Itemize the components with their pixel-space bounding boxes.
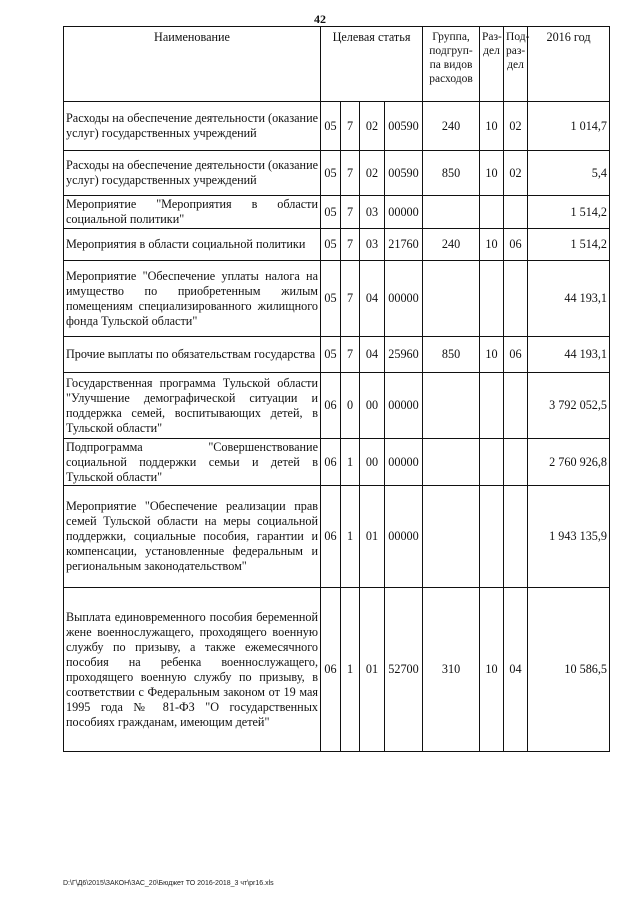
header-row [64,27,610,102]
target-code-2-cell: 7 [341,261,360,337]
subsection-cell: 02 [504,151,528,196]
target-code-4-cell: 21760 [385,229,423,261]
target-code-2-cell: 7 [341,196,360,229]
subsection-cell [504,486,528,588]
target-code-2-cell: 1 [341,486,360,588]
page-number: 42 [314,12,326,26]
table-row [64,373,610,439]
target-code-2-cell: 1 [341,439,360,486]
section-cell: 10 [480,102,504,151]
subsection-cell [504,373,528,439]
section-cell [480,439,504,486]
budget-table [63,26,610,752]
row-name-cell: Подпрограмма "Совершенствование социальной поддержки семьи и детей в Тульской области" [64,439,321,486]
target-code-2-cell: 7 [341,337,360,373]
expense-group-cell: 850 [423,151,480,196]
expense-group-cell [423,373,480,439]
target-code-2-cell: 7 [341,151,360,196]
subsection-cell [504,439,528,486]
target-code-4-cell: 00000 [385,486,423,588]
section-cell [480,196,504,229]
target-code-4-cell: 25960 [385,337,423,373]
section-cell [480,261,504,337]
amount-cell: 10 586,5 [528,588,610,752]
amount-cell: 44 193,1 [528,261,610,337]
amount-cell: 5,4 [528,151,610,196]
header-expense-group: Группа, подгруп-па видов расходов [423,27,480,102]
header-subsection: Под-раз-дел [504,27,528,102]
subsection-cell [504,261,528,337]
row-name-cell: Выплата единовременного пособия беременной жене военнослужащего, проходящего военную службу по призыву, а также ежемесячного пособия на ребенка военнослужащего, проходящего военную службу по призыву, в соответствии с Федеральным законом от 19 мая 1995 года № 81-ФЗ "О государственных пособиях гражданам, имеющим детей" [64,588,321,752]
target-code-1-cell: 06 [321,486,341,588]
file-path-footer: D:\Г\Д6\2015\ЗАКОН\ЗАС_20\Бюджет ТО 2016-2018_3 чт\pr16.xls [63,880,274,887]
target-code-2-cell: 1 [341,588,360,752]
table-row [64,588,610,752]
target-code-4-cell: 00000 [385,373,423,439]
header-name: Наименование [64,27,321,102]
amount-cell: 1 514,2 [528,196,610,229]
target-code-1-cell: 05 [321,196,341,229]
row-name-cell: Расходы на обеспечение деятельности (оказание услуг) государственных учреждений [64,151,321,196]
amount-cell: 44 193,1 [528,337,610,373]
target-code-3-cell: 02 [360,151,385,196]
header-section: Раз-дел [480,27,504,102]
target-code-3-cell: 00 [360,439,385,486]
subsection-cell: 06 [504,337,528,373]
target-code-3-cell: 04 [360,337,385,373]
amount-cell: 1 943 135,9 [528,486,610,588]
section-cell [480,486,504,588]
target-code-4-cell: 00000 [385,261,423,337]
row-name-cell: Мероприятие "Обеспечение реализации прав семей Тульской области на меры социальной поддержки, социальные пособия, гарантии и компенсации, установленные федеральным и региональным законодательством" [64,486,321,588]
header-year-2016: 2016 год [528,27,610,102]
row-name-cell: Расходы на обеспечение деятельности (оказание услуг) государственных учреждений [64,102,321,151]
table-row [64,151,610,196]
table-row [64,337,610,373]
header-target-article: Целевая статья [321,27,423,102]
target-code-4-cell: 00000 [385,196,423,229]
row-name-cell: Прочие выплаты по обязательствам государства [64,337,321,373]
expense-group-cell: 310 [423,588,480,752]
target-code-1-cell: 05 [321,337,341,373]
target-code-3-cell: 01 [360,486,385,588]
target-code-3-cell: 00 [360,373,385,439]
section-cell: 10 [480,229,504,261]
subsection-cell: 04 [504,588,528,752]
row-name-cell: Мероприятия в области социальной политики [64,229,321,261]
amount-cell: 1 014,7 [528,102,610,151]
target-code-1-cell: 06 [321,373,341,439]
target-code-3-cell: 03 [360,229,385,261]
target-code-3-cell: 04 [360,261,385,337]
target-code-1-cell: 05 [321,151,341,196]
target-code-4-cell: 52700 [385,588,423,752]
target-code-2-cell: 0 [341,373,360,439]
target-code-2-cell: 7 [341,102,360,151]
row-name-cell: Мероприятие "Обеспечение уплаты налога на имущество по приобретенным жилым помещениям специализированного жилищного фонда Тульской области" [64,261,321,337]
target-code-2-cell: 7 [341,229,360,261]
target-code-4-cell: 00590 [385,102,423,151]
section-cell [480,373,504,439]
expense-group-cell [423,196,480,229]
target-code-3-cell: 01 [360,588,385,752]
target-code-1-cell: 05 [321,261,341,337]
target-code-3-cell: 03 [360,196,385,229]
target-code-1-cell: 05 [321,229,341,261]
expense-group-cell [423,439,480,486]
section-cell: 10 [480,588,504,752]
target-code-1-cell: 06 [321,439,341,486]
expense-group-cell: 850 [423,337,480,373]
amount-cell: 3 792 052,5 [528,373,610,439]
target-code-3-cell: 02 [360,102,385,151]
table-row [64,196,610,229]
target-code-1-cell: 05 [321,102,341,151]
table-row [64,486,610,588]
amount-cell: 1 514,2 [528,229,610,261]
table-row [64,261,610,337]
subsection-cell [504,196,528,229]
subsection-cell: 02 [504,102,528,151]
expense-group-cell: 240 [423,229,480,261]
target-code-4-cell: 00000 [385,439,423,486]
table-row [64,439,610,486]
target-code-1-cell: 06 [321,588,341,752]
expense-group-cell [423,261,480,337]
section-cell: 10 [480,337,504,373]
expense-group-cell [423,486,480,588]
table-row [64,102,610,151]
subsection-cell: 06 [504,229,528,261]
section-cell: 10 [480,151,504,196]
row-name-cell: Мероприятие "Мероприятия в области социальной политики" [64,196,321,229]
row-name-cell: Государственная программа Тульской области "Улучшение демографической ситуации и поддержка семей, воспитывающих детей, в Тульской области" [64,373,321,439]
amount-cell: 2 760 926,8 [528,439,610,486]
table-row [64,229,610,261]
expense-group-cell: 240 [423,102,480,151]
target-code-4-cell: 00590 [385,151,423,196]
